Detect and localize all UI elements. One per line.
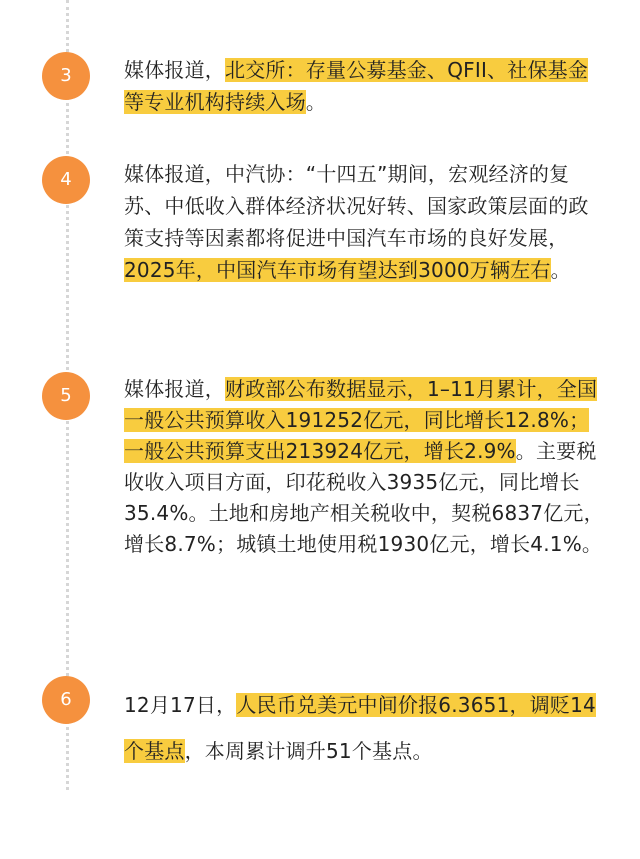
item-text-suffix: 。 xyxy=(550,258,571,282)
item-text xyxy=(124,158,604,286)
item-text-prefix: 媒体报道， xyxy=(124,58,225,82)
item-number-badge: 6 xyxy=(42,676,90,724)
item-text xyxy=(124,682,604,774)
item-number-badge: 3 xyxy=(42,52,90,100)
item-text-highlight: 2025年，中国汽车市场有望达到3000万辆左右 xyxy=(124,258,551,282)
item-number-badge: 4 xyxy=(42,156,90,204)
item-text-prefix: 媒体报道，中汽协：“十四五”期间，宏观经济的复苏、中低收入群体经济状况好转、国家政策层面的政策支持等因素都将促进中国汽车市场的良好发展， xyxy=(124,162,589,250)
item-text-prefix: 12月17日， xyxy=(124,693,237,717)
item-number-badge: 5 xyxy=(42,372,90,420)
item-text-highlight: 人民币兑美元中间价报6.3651，调贬14个基点 xyxy=(124,693,596,763)
item-text-highlight: 北交所：存量公募基金、QFII、社保基金等专业机构持续入场 xyxy=(124,58,589,114)
item-text-suffix: ，本周累计调升51个基点。 xyxy=(184,739,433,763)
item-text-prefix: 媒体报道， xyxy=(124,377,225,401)
item-text-highlight: 财政部公布数据显示，1–11月累计，全国一般公共预算收入191252亿元，同比增长12.8%；一般公共预算支出213924亿元，增长2.9% xyxy=(124,377,598,463)
item-text xyxy=(124,374,604,560)
item-text-suffix: 。主要税收收入项目方面，印花税收入3935亿元，同比增长35.4%。土地和房地产相关税收中，契税6837亿元，增长8.7%；城镇土地使用税1930亿元，增长4.1%。 xyxy=(124,439,604,556)
item-text xyxy=(124,54,604,118)
item-text-suffix: 。 xyxy=(305,90,327,114)
